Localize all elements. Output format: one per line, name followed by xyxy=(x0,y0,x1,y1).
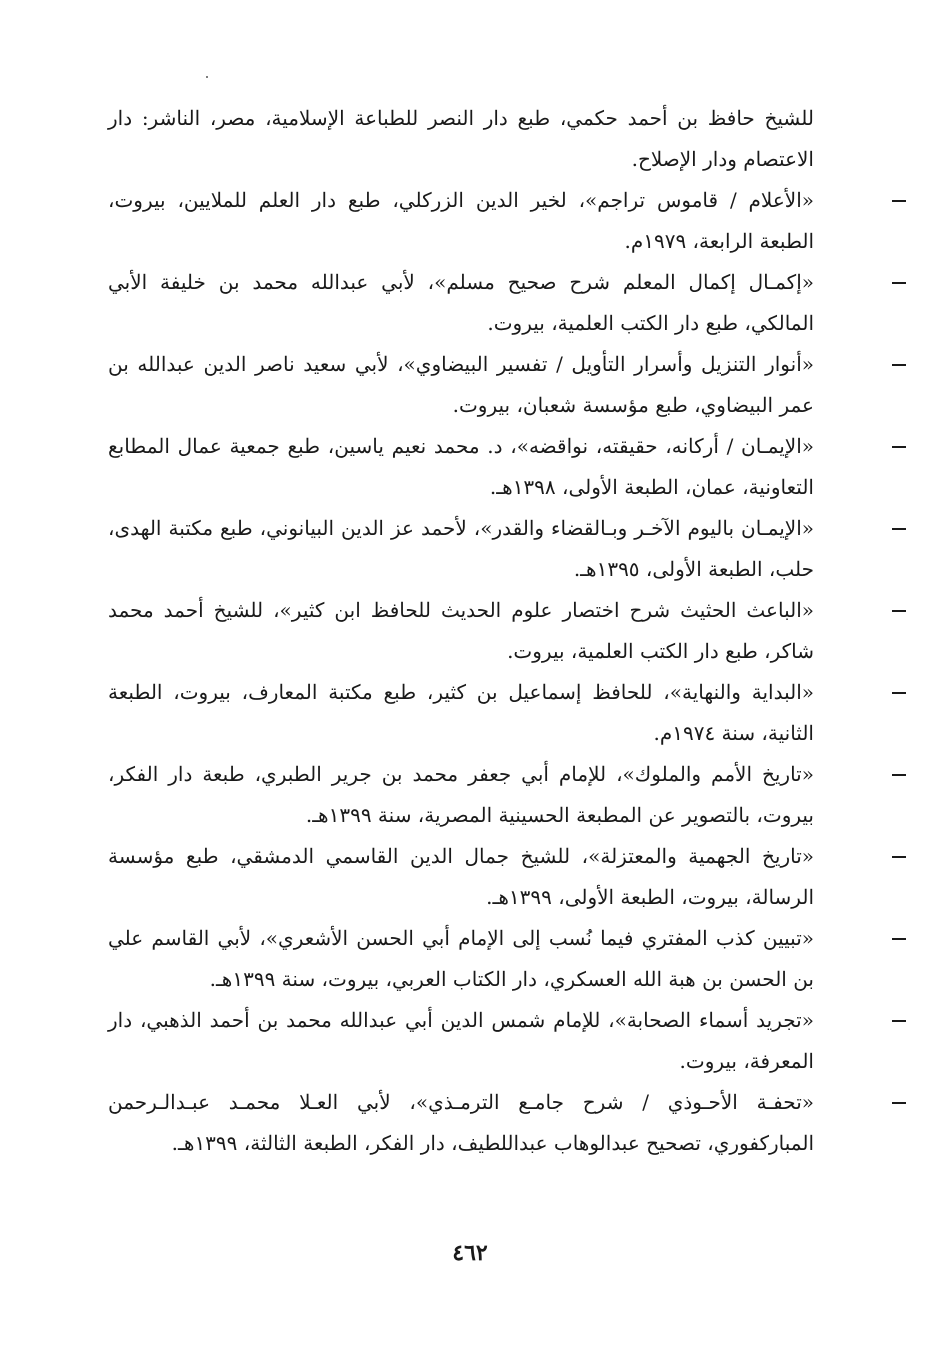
bibliography-entry: «إكمـال إكمال المعلم شرح صحيح مسلم»، لأبي عبدالله محمد بن خليفة الأبي المالكي، طبع دار الكتب العلمية، بيروت. xyxy=(108,262,814,344)
bibliography-entry: «تاريخ الأمم والملوك»، للإمام أبي جعفر محمد بن جرير الطبري، طبعة دار الفكر، بيروت، بالتصوير عن المطبعة الحسينية المصرية، سنة ١٣٩٩هـ. xyxy=(108,754,814,836)
bibliography-list xyxy=(108,98,814,1164)
bibliography-entry-continuation: للشيخ حافظ بن أحمد حكمي، طبع دار النصر للطباعة الإسلامية، مصر، الناشر: دار الاعتصام ودار الإصلاح. xyxy=(108,106,814,171)
bibliography-entry: «الإيمـان / أركانه، حقيقته، نواقضه»، د. محمد نعيم ياسين، طبع جمعية عمال المطابع التعاونية، عمان، الطبعة الأولى، ١٣٩٨هـ. xyxy=(108,426,814,508)
bibliography-entry: «تاريخ الجهمية والمعتزلة»، للشيخ جمال الدين القاسمي الدمشقي، طبع مؤسسة الرسالة، بيروت، الطبعة الأولى، ١٣٩٩هـ. xyxy=(108,836,814,918)
bibliography-entry: «الباعث الحثيث شرح اختصار علوم الحديث للحافظ ابن كثير»، للشيخ أحمد محمد شاكر، طبع دار الكتب العلمية، بيروت. xyxy=(108,590,814,672)
bibliography-entry: «الإيمـان باليوم الآخـر وبـالقضاء والقدر»، لأحمد عز الدين البيانوني، طبع مكتبة الهدى، حلب، الطبعة الأولى، ١٣٩٥هـ. xyxy=(108,508,814,590)
bibliography-entry: «الأعلام / قاموس تراجم»، لخير الدين الزركلي، طبع دار العلم للملايين، بيروت، الطبعة الرابعة، ١٩٧٩م. xyxy=(108,180,814,262)
page-number: ٤٦٢ xyxy=(452,1240,488,1266)
bibliography-entry: «البداية والنهاية»، للحافظ إسماعيل بن كثير، طبع مكتبة المعارف، بيروت، الطبعة الثانية، سنة ١٩٧٤م. xyxy=(108,672,814,754)
bibliography-entry: «تحفـة الأحـوذي / شرح جامـع الترمـذي»، لأبي العـلا محمـد عبـدالـرحمن المباركفوري، تصحيح عبدالوهاب عبداللطيف، دار الفكر، الطبعة الثالثة، ١٣٩٩هـ. xyxy=(108,1082,814,1164)
bibliography-entry: «أنوار التنزيل وأسرار التأويل / تفسير البيضاوي»، لأبي سعيد ناصر الدين عبدالله بن عمر البيضاوي، طبع مؤسسة شعبان، بيروت. xyxy=(108,344,814,426)
bibliography-entry: «تبيين كذب المفتري فيما نُسب إلى الإمام أبي الحسن الأشعري»، لأبي القاسم علي بن الحسن بن هبة الله العسكري، دار الكتاب العربي، بيروت، سنة ١٣٩٩هـ. xyxy=(108,918,814,1000)
bibliography-entry: «تجريد أسماء الصحابة»، للإمام شمس الدين أبي عبدالله محمد بن أحمد الذهبي، دار المعرفة، بيروت. xyxy=(108,1000,814,1082)
scan-speck xyxy=(206,76,208,78)
